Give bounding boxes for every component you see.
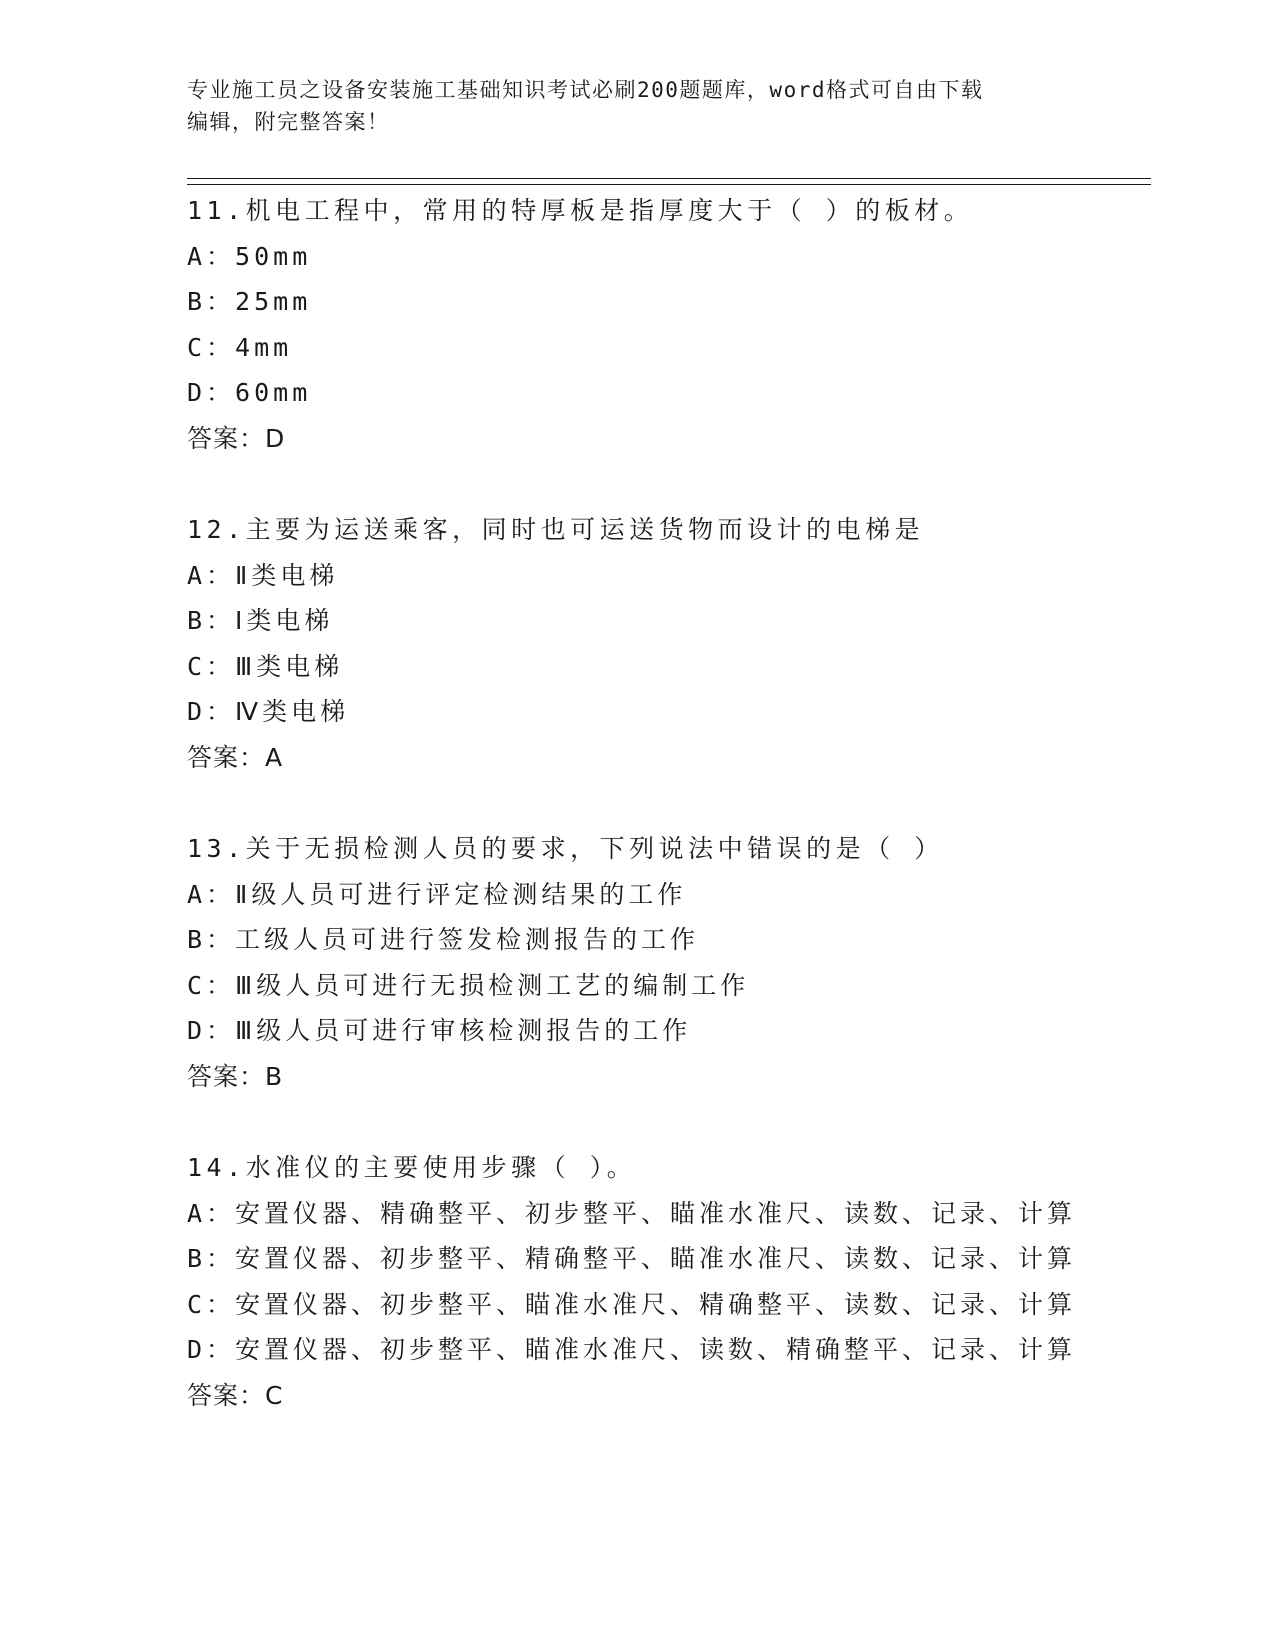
answer-line: 答案：D — [187, 423, 286, 453]
answer-line: 答案：A — [187, 742, 284, 772]
answer-line: 答案：C — [187, 1380, 284, 1410]
option-d: D：60mm — [187, 378, 312, 407]
question-stem: 11.机电工程中，常用的特厚板是指厚度大于（ ）的板材。 — [187, 196, 974, 225]
answer-line: 答案：B — [187, 1061, 284, 1091]
question-stem: 13.关于无损检测人员的要求，下列说法中错误的是（ ） — [187, 834, 944, 863]
header-line-2: 编辑，附完整答案！ — [187, 110, 390, 134]
option-c: C：Ⅲ级人员可进行无损检测工艺的编制工作 — [187, 970, 750, 1000]
option-c: C：4mm — [187, 332, 293, 362]
option-a: A：50mm — [187, 241, 312, 271]
option-d: D：安置仪器、初步整平、瞄准水准尺、读数、精确整平、记录、计算 — [187, 1335, 1077, 1364]
question-stem: 12.主要为运送乘客，同时也可运送货物而设计的电梯是 — [187, 515, 925, 544]
question-14 — [187, 1145, 1147, 1418]
header-divider-top — [187, 178, 1151, 179]
option-c: C：Ⅲ类电梯 — [187, 651, 344, 681]
option-d: D：Ⅳ类电梯 — [187, 697, 350, 726]
option-a: A：Ⅱ类电梯 — [187, 560, 339, 590]
option-a: A：安置仪器、精确整平、初步整平、瞄准水准尺、读数、记录、计算 — [187, 1198, 1077, 1228]
option-b: B：Ⅰ类电梯 — [187, 606, 334, 635]
option-c: C：安置仪器、初步整平、瞄准水准尺、精确整平、读数、记录、计算 — [187, 1289, 1077, 1319]
option-d: D：Ⅲ级人员可进行审核检测报告的工作 — [187, 1016, 692, 1045]
document-header — [187, 74, 1067, 138]
question-13 — [187, 826, 1147, 1099]
option-a: A：Ⅱ级人员可进行评定检测结果的工作 — [187, 879, 687, 909]
header-divider-bottom — [187, 184, 1151, 185]
question-12 — [187, 507, 1147, 780]
question-list — [187, 188, 1147, 1464]
option-b: B：工级人员可进行签发检测报告的工作 — [187, 925, 700, 954]
question-11 — [187, 188, 1147, 461]
option-b: B：安置仪器、初步整平、精确整平、瞄准水准尺、读数、记录、计算 — [187, 1244, 1077, 1273]
header-line-1: 专业施工员之设备安装施工基础知识考试必刷200题题库，word格式可自由下载 — [187, 78, 984, 102]
option-b: B：25mm — [187, 287, 312, 316]
question-stem: 14.水准仪的主要使用步骤（ ）。 — [187, 1153, 637, 1182]
